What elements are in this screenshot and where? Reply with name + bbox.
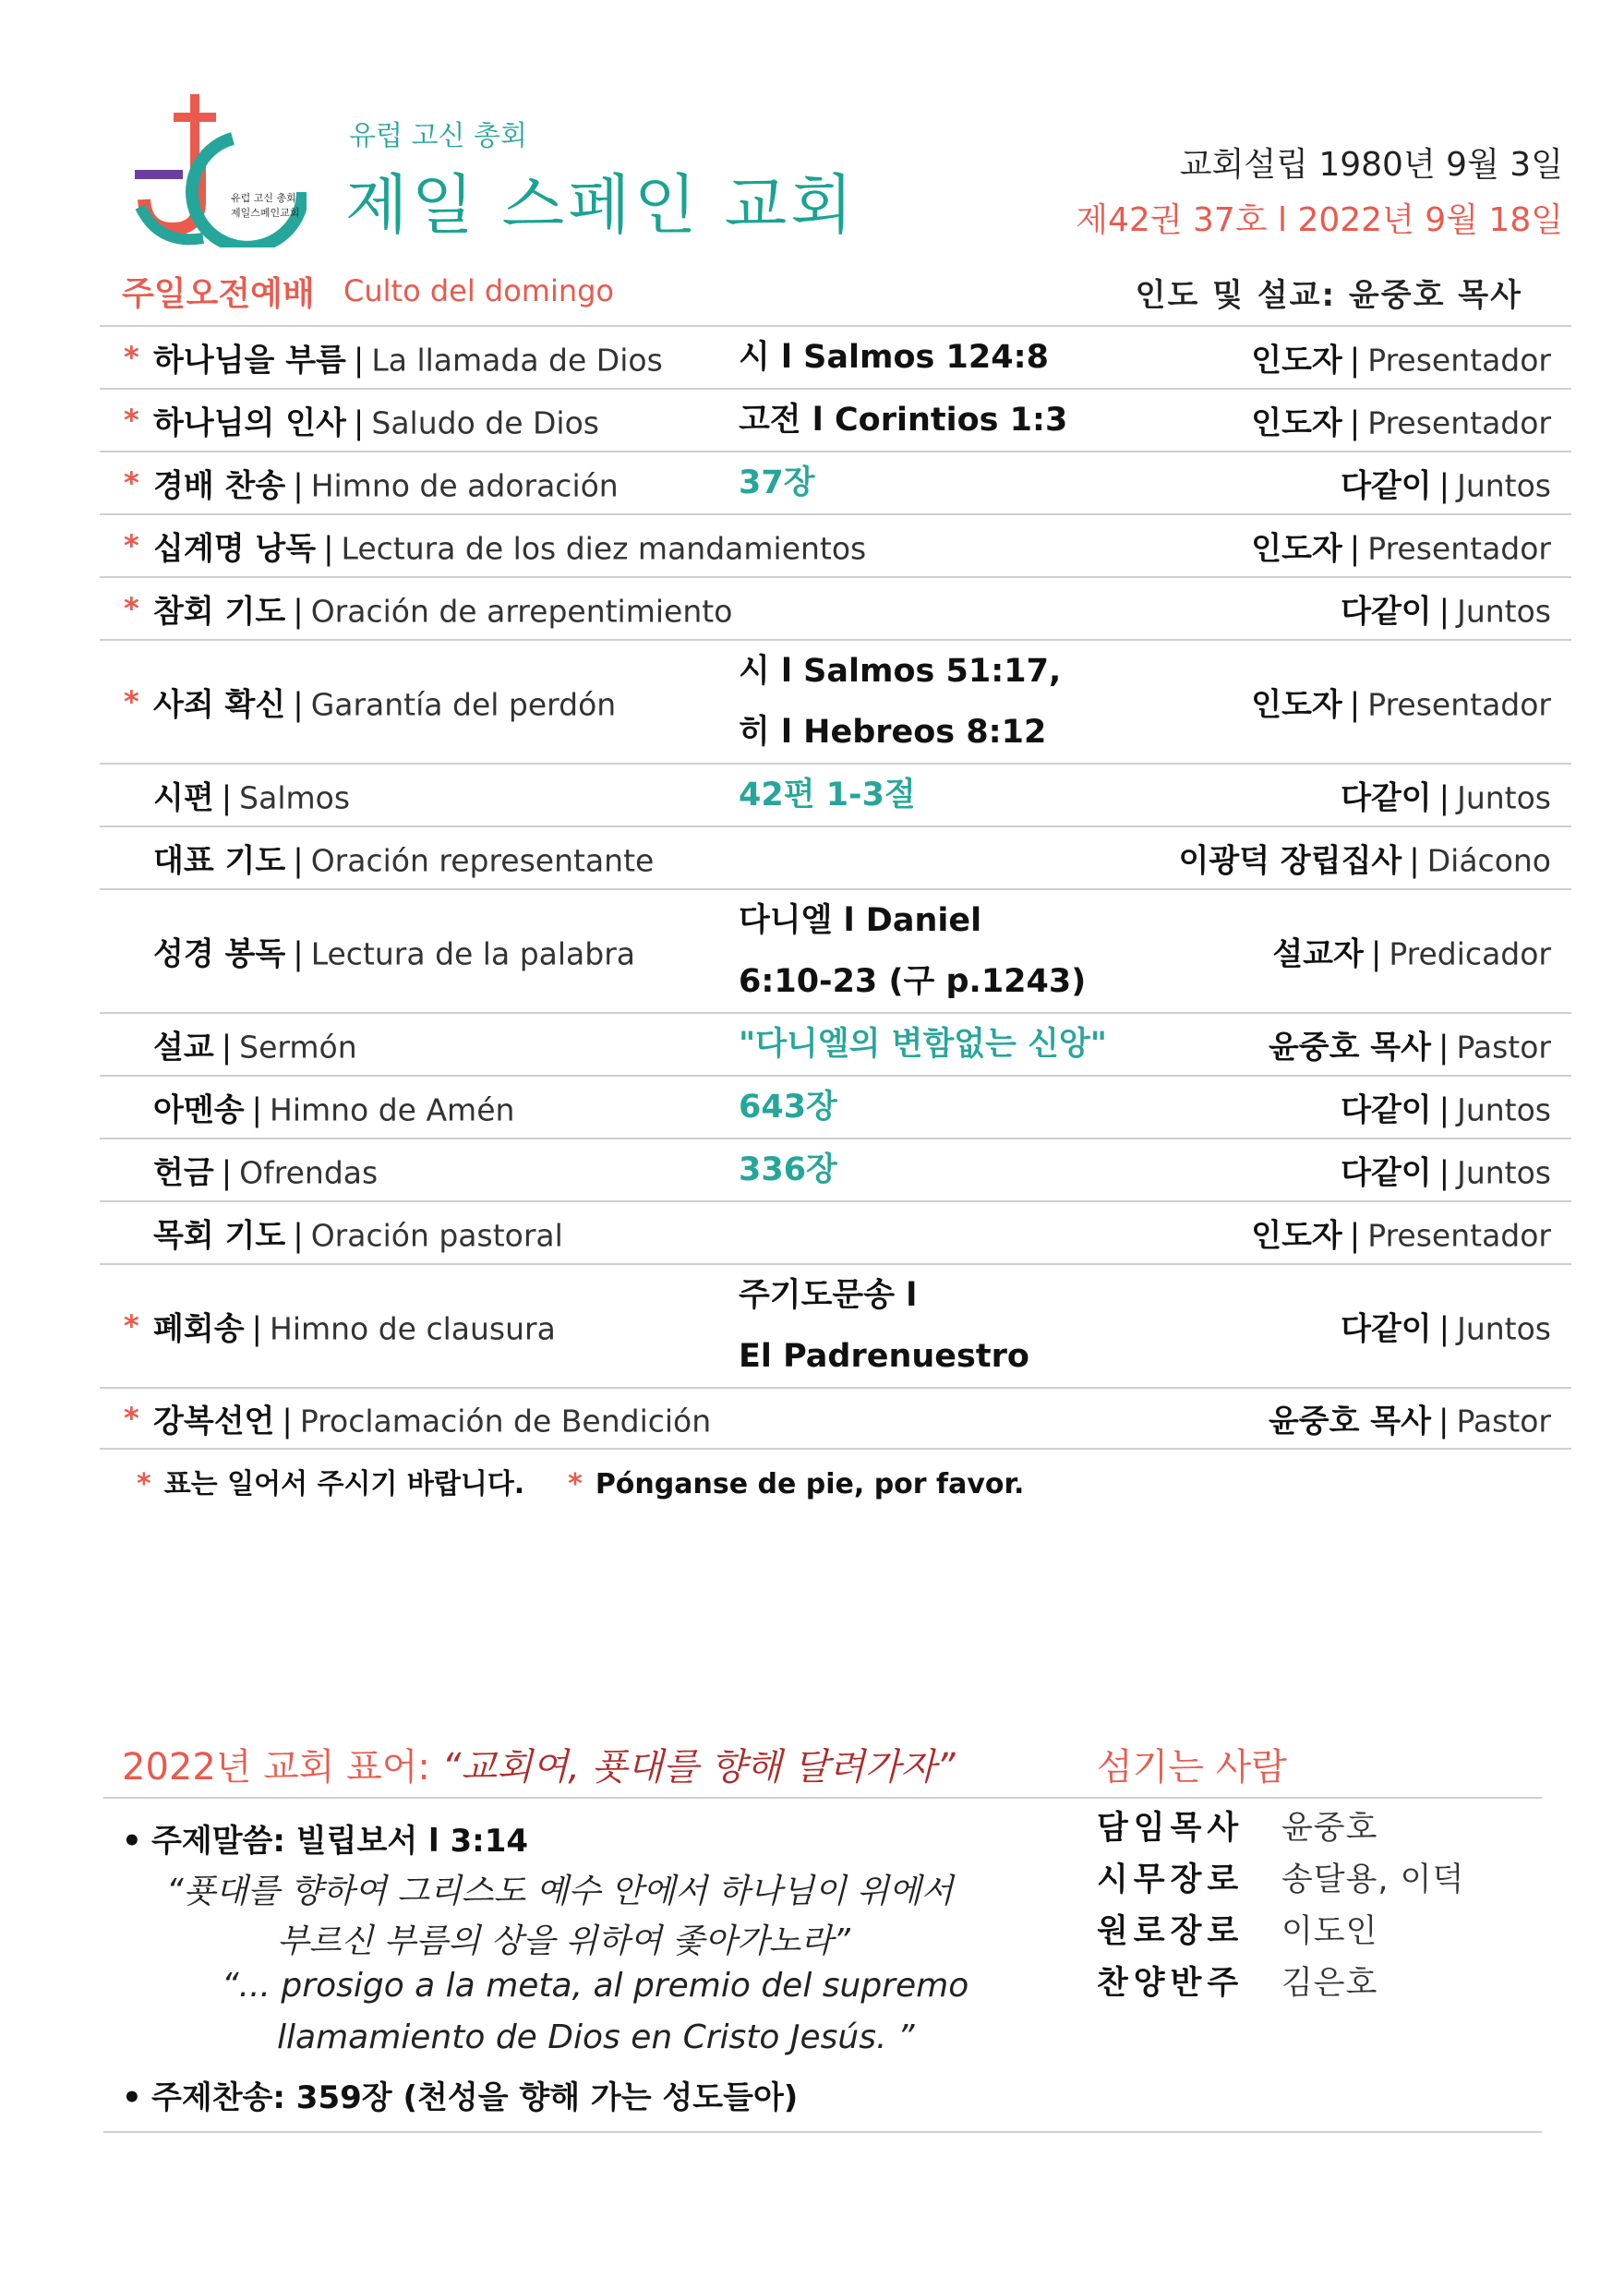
issue-info: 제42권 37호 l 2022년 9월 18일 <box>1076 201 1563 239</box>
role-ko: 다같이 <box>1341 1091 1432 1129</box>
part-name-es: Salmos <box>239 779 351 816</box>
content-line-1: 시 l Salmos 124:8 <box>739 339 1049 376</box>
content-line-2: 히 l Hebreos 8:12 <box>739 714 1047 751</box>
staff-name: 이도인 <box>1281 1913 1378 1950</box>
service-part: 사죄 확신 | Garantía del perdón <box>153 686 617 724</box>
staff-list <box>1097 1802 1464 2009</box>
standing-marker: * <box>124 465 139 500</box>
service-part: 하나님의 인사 | Saludo de Dios <box>153 404 599 442</box>
service-content <box>739 390 1067 451</box>
part-name-ko: 폐회송 <box>153 1310 245 1348</box>
content-line-1: 643장 <box>739 1089 837 1126</box>
service-part: 참회 기도 | Oración de arrepentimiento <box>153 593 733 631</box>
footnote-ko: 표는 일어서 주시기 바랍니다. <box>163 1468 525 1500</box>
content-line-1: 42편 1-3절 <box>739 777 916 813</box>
part-name-es: Lectura de la palabra <box>310 935 635 972</box>
footnote-star-2: * <box>568 1468 583 1500</box>
role-es: Juntos <box>1457 779 1551 816</box>
divider <box>103 1797 1542 1799</box>
staff-name: 윤중호 <box>1281 1810 1378 1847</box>
service-content <box>739 1077 837 1138</box>
service-item <box>100 451 1571 513</box>
content-line-1: 시 l Salmos 51:17, <box>739 653 1062 690</box>
part-name-ko: 하나님의 인사 <box>153 404 346 442</box>
service-item <box>100 576 1571 639</box>
standing-marker: * <box>124 1308 139 1343</box>
part-name-es: Saludo de Dios <box>371 404 599 441</box>
service-part: 성경 봉독 | Lectura de la palabra <box>153 935 635 973</box>
order-of-service <box>100 325 1571 1450</box>
role-ko: 윤중호 목사 <box>1268 1029 1431 1066</box>
role-es: Presentador <box>1367 686 1551 723</box>
service-part: 아멘송 | Himno de Amén <box>153 1091 515 1129</box>
role-es: Juntos <box>1457 1091 1551 1128</box>
service-part: 설교 | Sermón <box>153 1029 357 1066</box>
role-es: Juntos <box>1457 593 1551 630</box>
service-item <box>100 325 1571 388</box>
content-line-2: El Padrenuestro <box>739 1338 1029 1375</box>
staff-name: 김은호 <box>1281 1965 1378 2002</box>
service-title-es: Culto del domingo <box>343 273 614 308</box>
service-part: 목회 기도 | Oración pastoral <box>153 1217 563 1255</box>
church-motto <box>122 1738 956 1790</box>
service-content <box>739 641 1061 763</box>
service-item <box>100 1200 1571 1263</box>
theme-hymn <box>122 2072 798 2117</box>
logo-text-2: 제일스페인교회 <box>231 207 300 219</box>
part-name-es: Himno de Amén <box>270 1091 515 1128</box>
standing-marker: * <box>124 528 139 563</box>
role-es: Diácono <box>1426 842 1551 879</box>
service-content <box>739 765 916 825</box>
motto-text: “교회여, 푯대를 향해 달려가자” <box>441 1746 956 1789</box>
staff-member <box>1097 1906 1464 1958</box>
part-name-es: Ofrendas <box>239 1154 379 1191</box>
role-es: Presentador <box>1367 404 1551 441</box>
service-leader-role: 인도자 | Presentador <box>1251 342 1551 379</box>
founded-date: 교회설립 1980년 9월 3일 <box>1179 146 1563 184</box>
role-ko: 다같이 <box>1341 779 1432 817</box>
service-leader-role: 다같이 | Juntos <box>1341 593 1551 631</box>
staff-name: 송달용, 이덕 <box>1281 1861 1465 1898</box>
footnote-star: * <box>137 1468 151 1500</box>
service-header <box>122 268 1541 323</box>
service-leader-role: 다같이 | Juntos <box>1341 1091 1551 1129</box>
service-leader-role: 인도자 | Presentador <box>1251 530 1551 568</box>
service-leader-role: 인도자 | Presentador <box>1251 404 1551 442</box>
role-es: Pastor <box>1456 1403 1551 1440</box>
part-name-es: Oración representante <box>310 842 655 879</box>
service-leader: 인도 및 설교: 윤중호 목사 <box>1135 277 1522 314</box>
part-name-ko: 헌금 <box>153 1154 214 1192</box>
role-ko: 다같이 <box>1341 1154 1432 1192</box>
theme-verse: 주제말씀: 빌립보서 l 3:14 <box>151 1823 529 1860</box>
part-name-es: Sermón <box>239 1029 357 1066</box>
role-ko: 윤중호 목사 <box>1268 1403 1431 1440</box>
part-name-es: Himno de clausura <box>270 1310 556 1347</box>
part-name-es: Proclamación de Bendición <box>299 1403 712 1440</box>
service-item <box>100 388 1571 451</box>
part-name-ko: 아멘송 <box>153 1091 245 1129</box>
service-content <box>739 452 815 513</box>
staff-role: 찬양반주 <box>1097 1965 1245 2002</box>
part-name-ko: 목회 기도 <box>153 1217 286 1255</box>
service-item <box>100 1263 1571 1387</box>
service-item <box>100 513 1571 576</box>
service-leader-role: 윤중호 목사 | Pastor <box>1268 1403 1551 1440</box>
verse-ko-line-1: “푯대를 향하여 그리스도 예수 안에서 하나님이 위에서 <box>166 1873 954 1910</box>
service-item <box>100 825 1571 888</box>
part-name-es: Oración pastoral <box>310 1217 563 1254</box>
role-ko: 다같이 <box>1341 467 1432 505</box>
role-ko: 다같이 <box>1341 593 1432 631</box>
staff-role: 담임목사 <box>1097 1810 1245 1847</box>
role-es: Presentador <box>1367 1217 1551 1254</box>
service-part: 시편 | Salmos <box>153 779 351 817</box>
role-ko: 이광덕 장립집사 <box>1178 842 1402 880</box>
service-item <box>100 763 1571 825</box>
divider <box>103 2131 1542 2133</box>
service-leader-role: 다같이 | Juntos <box>1341 1310 1551 1348</box>
service-item <box>100 888 1571 1012</box>
part-name-es: Garantía del perdón <box>310 686 617 723</box>
staff-role: 시무장로 <box>1097 1861 1245 1898</box>
service-leader-role: 윤중호 목사 | Pastor <box>1268 1029 1551 1066</box>
content-line-1: "다니엘의 변함없는 신앙" <box>739 1026 1107 1063</box>
role-es: Juntos <box>1457 1154 1551 1191</box>
content-line-1: 336장 <box>739 1151 837 1188</box>
service-content <box>739 1139 837 1200</box>
part-name-es: Oración de arrepentimiento <box>310 593 733 630</box>
service-part: 대표 기도 | Oración representante <box>153 842 655 880</box>
role-es: Predicador <box>1389 935 1551 972</box>
part-name-es: Lectura de los diez mandamientos <box>341 530 867 567</box>
staff-member <box>1097 1802 1464 1854</box>
service-leader-role: 다같이 | Juntos <box>1341 1154 1551 1192</box>
role-ko: 다같이 <box>1341 1310 1432 1348</box>
role-ko: 인도자 <box>1251 686 1342 724</box>
service-item <box>100 1387 1571 1450</box>
bullet: • <box>122 2079 142 2116</box>
verse-ko-line-2: 부르신 부름의 상을 위하여 좇아가노라” <box>277 1922 850 1960</box>
service-leader-role: 인도자 | Presentador <box>1251 686 1551 724</box>
content-line-1: 37장 <box>739 464 815 501</box>
content-line-2: 6:10-23 (구 p.1243) <box>739 963 1087 1000</box>
role-es: Juntos <box>1457 467 1551 504</box>
org-name: 유럽 고신 총회 <box>349 120 527 152</box>
service-item <box>100 639 1571 763</box>
service-content <box>739 890 1086 1012</box>
standing-footnote <box>137 1461 1024 1501</box>
standing-marker: * <box>124 591 139 626</box>
church-logo <box>122 90 307 247</box>
theme-hymn-text: 주제찬송: 359장 (천성을 향해 가는 성도들아) <box>151 2079 799 2116</box>
service-leader-role: 설교자 | Predicador <box>1272 935 1551 973</box>
role-es: Juntos <box>1457 1310 1551 1347</box>
service-item <box>100 1012 1571 1075</box>
content-line-1: 주기도문송 l <box>739 1277 918 1314</box>
role-es: Presentador <box>1367 530 1551 567</box>
service-part: 폐회송 | Himno de clausura <box>153 1310 556 1348</box>
part-name-ko: 사죄 확신 <box>153 686 286 724</box>
part-name-ko: 시편 <box>153 779 214 817</box>
service-item <box>100 1075 1571 1138</box>
standing-marker: * <box>124 1401 139 1436</box>
service-leader-role: 다같이 | Juntos <box>1341 467 1551 505</box>
service-item <box>100 1138 1571 1200</box>
staff-role: 원로장로 <box>1097 1913 1245 1950</box>
service-leader-role: 다같이 | Juntos <box>1341 779 1551 817</box>
church-name: 제일 스페인 교회 <box>345 167 857 243</box>
logo-text-1: 유럽 고신 총회 <box>231 192 296 204</box>
part-name-ko: 강복선언 <box>153 1403 275 1440</box>
part-name-es: Himno de adoración <box>310 467 619 504</box>
content-line-1: 고전 l Corintios 1:3 <box>739 402 1068 439</box>
role-es: Presentador <box>1367 342 1551 379</box>
service-part: 강복선언 | Proclamación de Bendición <box>153 1403 712 1440</box>
role-ko: 인도자 <box>1251 342 1342 379</box>
part-name-es: La llamada de Dios <box>371 342 663 379</box>
staff-member <box>1097 1958 1464 2009</box>
standing-marker: * <box>124 340 139 375</box>
service-content <box>739 327 1049 388</box>
service-part: 경배 찬송 | Himno de adoración <box>153 467 619 505</box>
part-name-ko: 십계명 낭독 <box>153 530 317 568</box>
staff-member <box>1097 1854 1464 1906</box>
service-title-ko: 주일오전예배 <box>122 275 315 313</box>
service-leader-role: 이광덕 장립집사 | Diácono <box>1178 842 1551 880</box>
service-content <box>739 1014 1107 1075</box>
footnote-es: Pónganse de pie, por favor. <box>595 1468 1025 1500</box>
role-ko: 인도자 <box>1251 404 1342 442</box>
motto-label: 2022년 교회 표어: <box>122 1746 442 1789</box>
staff-title: 섬기는 사람 <box>1097 1746 1287 1789</box>
role-ko: 인도자 <box>1251 1217 1342 1255</box>
service-leader-role: 인도자 | Presentador <box>1251 1217 1551 1255</box>
part-name-ko: 하나님을 부름 <box>153 342 346 379</box>
theme-verse-ref <box>122 1815 528 1861</box>
verse-es-line-1: “... prosigo a la meta, al premio del supremo <box>222 1967 969 2005</box>
service-part: 십계명 낭독 | Lectura de los diez mandamientos <box>153 530 867 568</box>
bullet: • <box>122 1823 142 1860</box>
role-es: Pastor <box>1456 1029 1551 1066</box>
verse-es-line-2: llamamiento de Dios en Cristo Jesús. ” <box>277 2018 915 2056</box>
part-name-ko: 대표 기도 <box>153 842 286 880</box>
service-part: 헌금 | Ofrendas <box>153 1154 379 1192</box>
part-name-ko: 참회 기도 <box>153 593 286 631</box>
role-ko: 인도자 <box>1251 530 1342 568</box>
part-name-ko: 경배 찬송 <box>153 467 286 505</box>
role-ko: 설교자 <box>1272 935 1364 973</box>
service-content <box>739 1265 1029 1387</box>
part-name-ko: 성경 봉독 <box>153 935 286 973</box>
standing-marker: * <box>124 403 139 438</box>
part-name-ko: 설교 <box>153 1029 214 1066</box>
standing-marker: * <box>124 684 139 719</box>
content-line-1: 다니엘 l Daniel <box>739 902 982 939</box>
service-part: 하나님을 부름 | La llamada de Dios <box>153 342 663 379</box>
